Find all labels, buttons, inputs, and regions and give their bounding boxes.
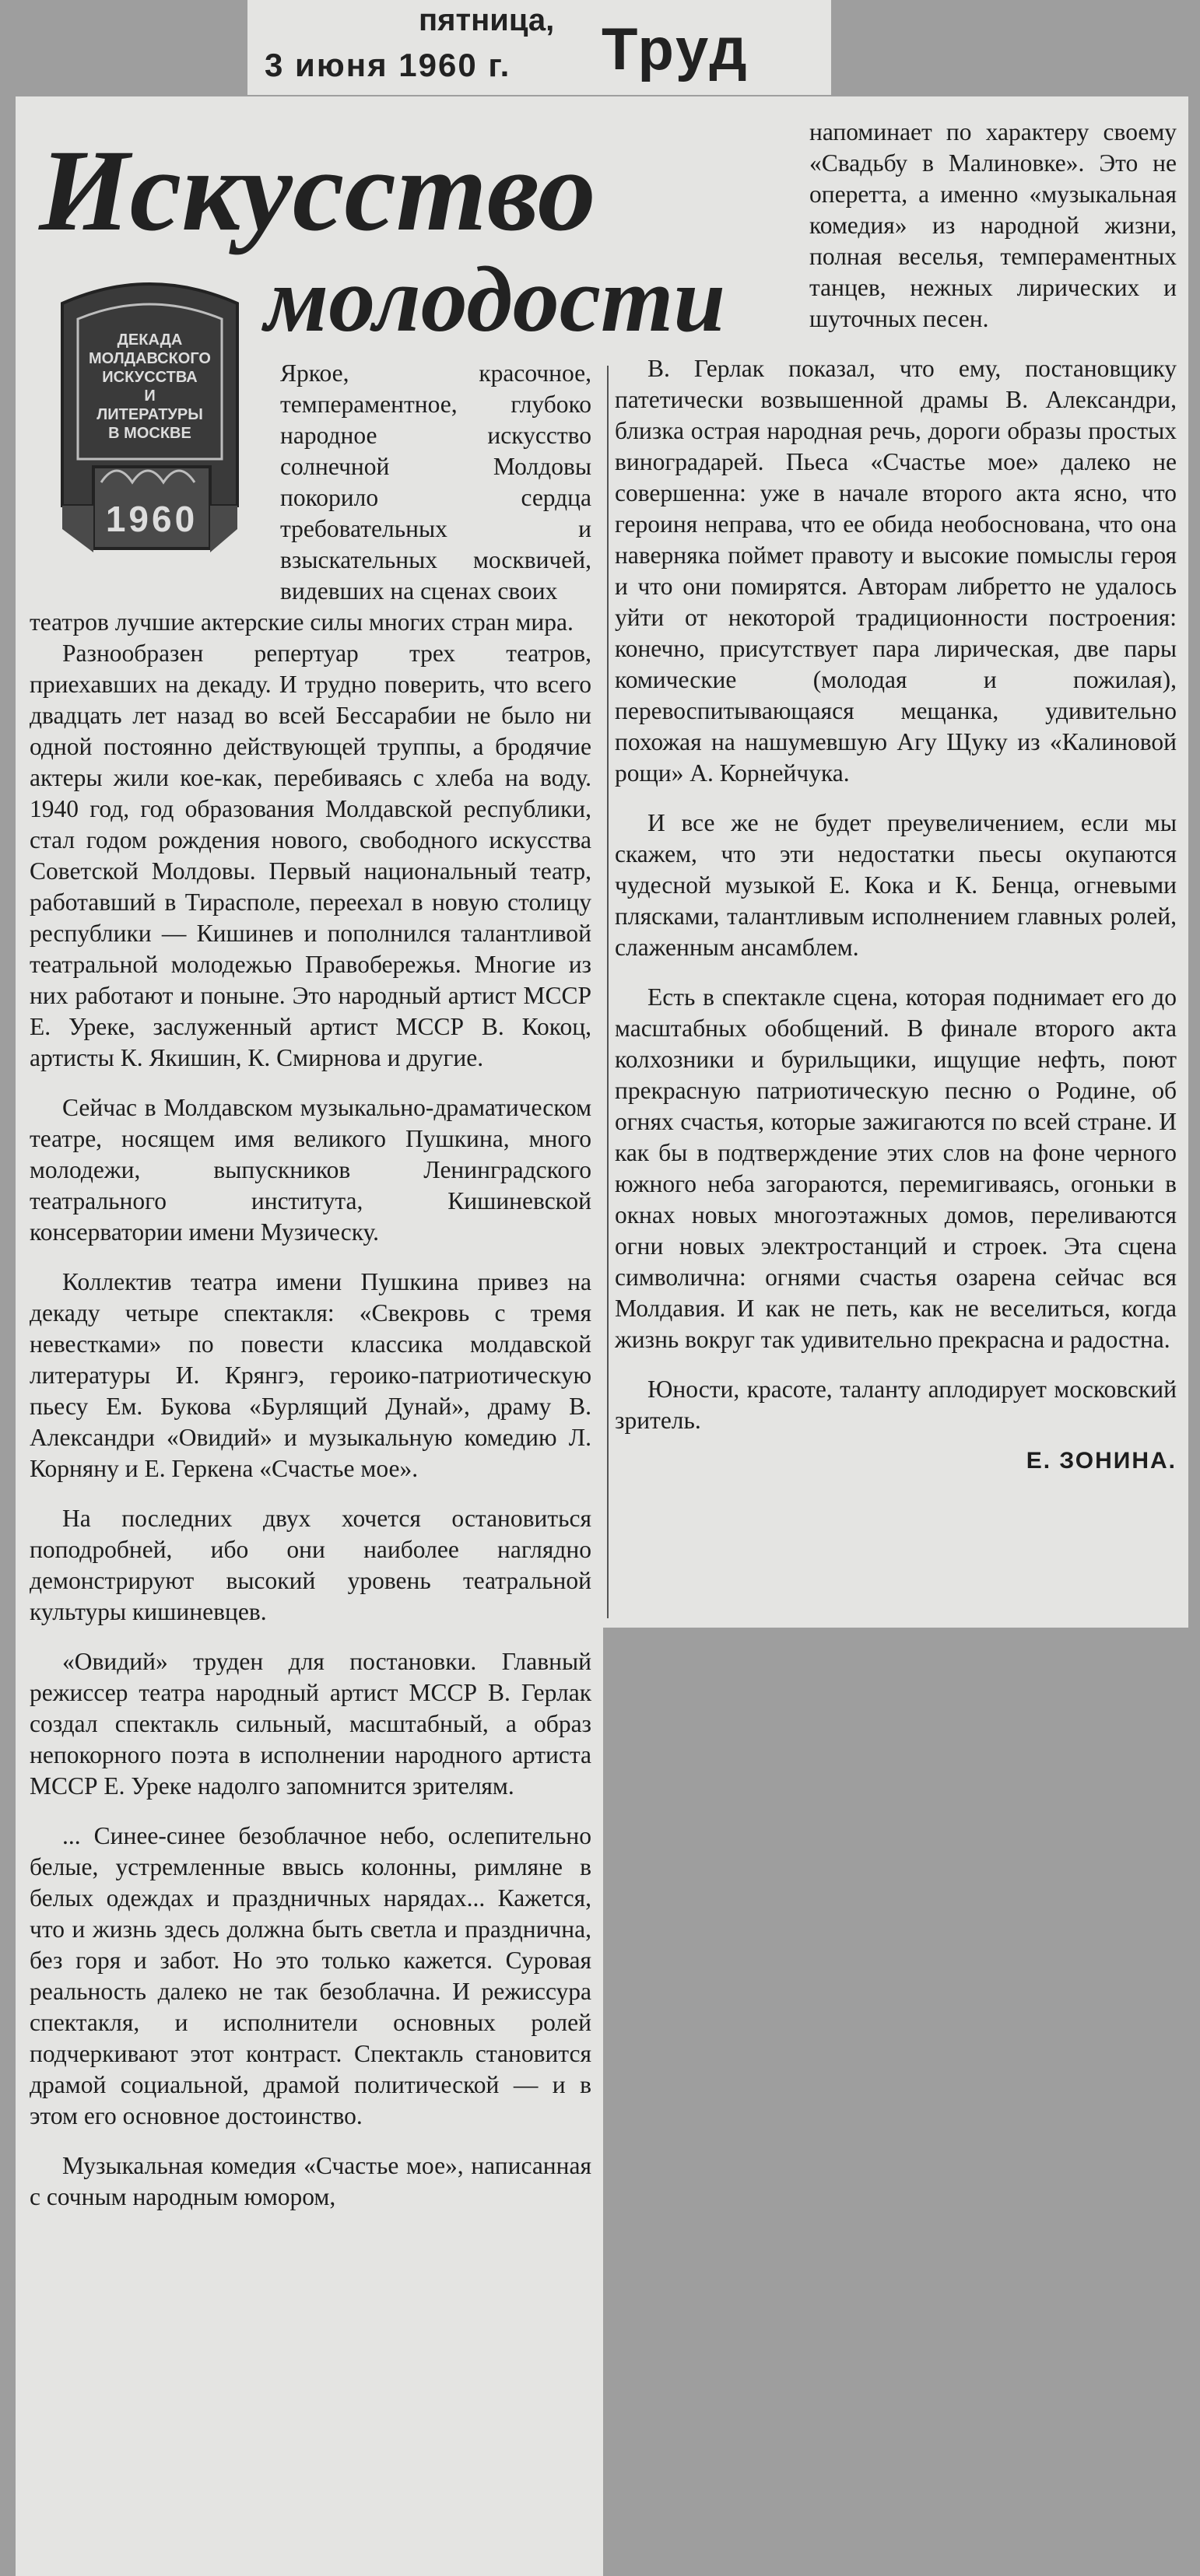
weekday: пятница, [419,3,555,37]
article-title-line2: молодости [265,247,726,351]
paragraph: В. Герлак показал, что ему, постановщику патетически возвышенной драмы В. Александри, близка острая народная речь, дороги образы простых виноградарей. Пьеса «Счастье мое» далеко не совершенна: уже в начале второго акта ясно, что героиня неправа, что ее обида необоснована, что она наверняка поймет правоту и высокие помыслы героя и что они помирятся. Авторам либретто не удалось уйти от некоторой традиционности построения: конечно, присутствует пара лирическая, две пары комические (молодая и пожилая), перевоспитывающаяся мещанка, удивительно похожая на нашумевшую Агу Щуку из «Калиновой рощи» А. Корнейчука. [615,355,1177,787]
newspaper-name: Труд [602,16,749,82]
intro-paragraph-tail: театров лучшие актерские силы многих стран мира. [30,608,574,636]
paragraph: Разнообразен репертуар трех театров, приехавших на декаду. И трудно поверить, что всего двадцать лет назад во всей Бессарабии не было ни одной постоянно действующей труппы, а бродячие актеры жили кое-как, перебиваясь с хлеба на воду. 1940 год, год образования Молдавской республики, стал годом рождения нового, свободного искусства Советской Молдовы. Первый национальный театр, работавший в Тирасполе, переехал в новую столицу республики — Кишинев и пополнился талантливой театральной молодежью Правобережья. Многие из них работают и поныне. Это народный артист МССР Е. Уреке, заслуженный артист МССР В. Кокоц, артисты К. Якишин, К. Смирнова и другие. [30,640,591,1071]
newspaper-header [247,0,831,95]
issue-date: 3 июня 1960 г. [265,47,511,83]
paragraph: «Овидий» труден для постановки. Главный режиссер театра народный артист МССР В. Герлак создал спектакль сильный, масштабный, а образ непокорного поэта в исполнении народного артиста МССР Е. Уреке надолго запомнится зрителям. [30,1648,591,1800]
column-divider [607,366,609,1618]
emblem-year: 1960 [105,499,198,539]
paragraph: На последних двух хочется остановиться поподробней, ибо они наиболее наглядно демонстрируют высокий уровень театральной культуры кишиневцев. [30,1505,591,1625]
article-column-right [615,117,1177,1477]
paragraph: Музыкальная комедия «Счастье мое», написанная с сочным народным юмором, [30,2152,591,2210]
intro-paragraph: Яркое, красочное, темпераментное, глубоко народное искусство солнечной Молдовы покорило сердца требовательных и взыскательных москвичей, видевших на сценах своих [280,359,591,605]
paragraph: ... Синее-синее безоблачное небо, ослепительно белые, устремленные ввысь колонны, римляне в белых одеждах и праздничных нарядах... Кажется, что и жизнь здесь должна быть светла и празднична, без горя и забот. Но это только кажется. Суровая реальность далеко не так безоблачна. И режиссура спектакля, и исполнители основных ролей подчеркивают этот контраст. Спектакль становится драмой социальной, драмой политической — и в этом его основное достоинство. [30,1822,591,2129]
emblem-caption: ДЕКАДА МОЛДАВСКОГО ИСКУССТВА И ЛИТЕРАТУРЫ В МОСКВЕ [89,331,211,442]
article-title-line1: Искусство [39,126,596,255]
author-signature: Е. ЗОНИНА. [1026,1448,1177,1474]
right-intro-paragraph: напоминает по характеру своему «Свадьбу в Малиновке». Это не оперетта, а именно «музыкальная комедия» из народной жизни, полная веселья, темпераментных танцев, нежных лирических и шуточных песен. [809,118,1177,332]
paragraph: Юности, красоте, таланту аплодирует московский зритель. [615,1376,1177,1434]
paragraph: Сейчас в Молдавском музыкально-драматическом театре, носящем имя великого Пушкина, много молодежи, выпускников Ленинградского театрального института, Кишиневской консерватории имени Музическу. [30,1094,591,1246]
paragraph: И все же не будет преувеличением, если мы скажем, что эти недостатки пьесы окупаются чудесной музыкой Е. Кока и К. Бенца, огневыми плясками, талантливым исполнением главных ролей, слаженным ансамблем. [615,809,1177,961]
article-column-left [30,358,591,2231]
paragraph: Есть в спектакле сцена, которая поднимает его до масштабных обобщений. В финале второго акта колхозники и бурильщики, ищущие нефть, поют прекрасную патриотическую песню о Родине, об огнях счастья, которые зажигаются по всей стране. И как бы в подтверждение этих слов на фоне черного южного неба загораются, перемигиваясь, огоньки в окнах новых многоэтажных домов, переливаются огни новых электростанций и строек. Эта сцена символична: огнями счастья озарена сейчас вся Молдавия. И как не петь, как не веселиться, когда жизнь вокруг так удивительно прекрасна и радостна. [615,983,1177,1353]
paragraph: Коллектив театра имени Пушкина привез на декаду четыре спектакля: «Свекровь с тремя невестками» по повести классика молдавской литературы И. Крянгэ, героико-патриотическую пьесу Ем. Букова «Бурлящий Дунай», драму В. Александри «Овидий» и музыкальную комедию Л. Корняну и Е. Геркена «Счастье мое». [30,1268,591,1482]
